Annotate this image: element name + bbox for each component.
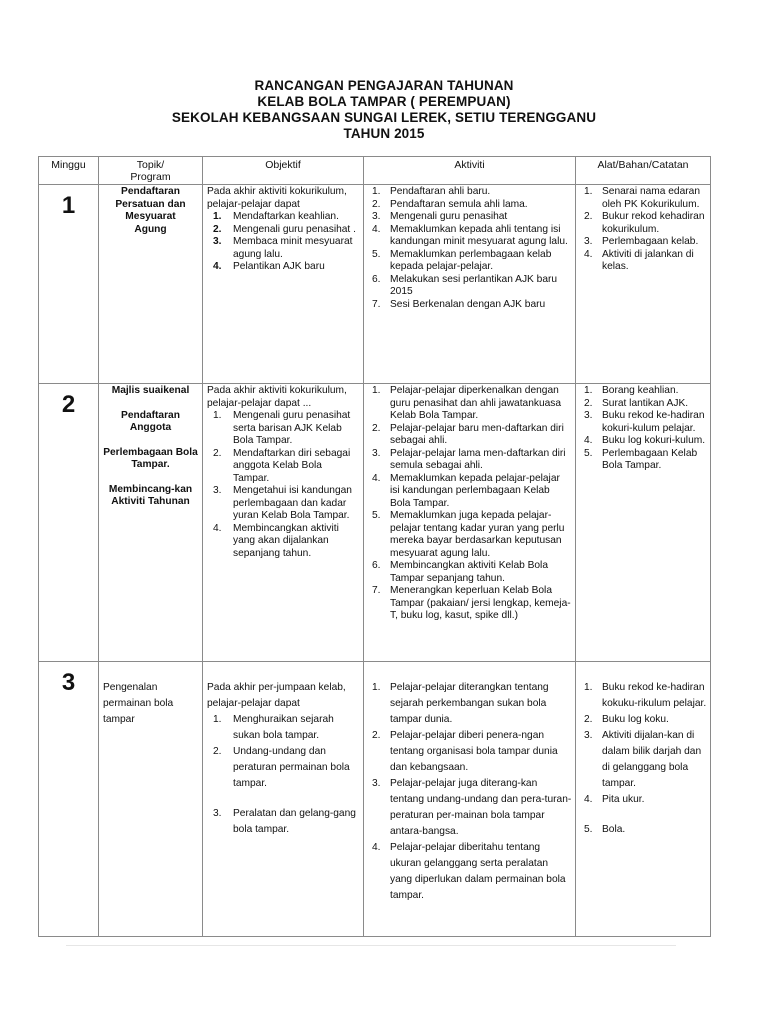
column-header-topic-line1: Topik/ [136, 159, 165, 171]
item-text: Pelajar-pelajar juga diterang-kan tentang undang-undang dan pera-turan-peraturan per-mainan bola tampar antara-bangsa. [390, 778, 572, 837]
topic-line: Pengenalan permainan bola tampar [103, 682, 174, 725]
item-number: 6. [372, 273, 381, 285]
item-number: 1. [584, 385, 593, 396]
item-number: 3. [584, 410, 593, 421]
tools-list [580, 186, 707, 274]
item-text: Buku log kokuri-kulum. [602, 435, 706, 446]
item-text: Membaca minit mesyuarat agung lalu. [233, 236, 353, 260]
item-text: Memaklumkan juga kepada pelajar-pelajar tentang kadar yuran yang perlu mereka bayar berdasarkan keputusan mesyuarat agung lalu. [390, 510, 565, 559]
objective-intro: Pada akhir aktiviti kokurikulum, pelajar-pelajar dapat [207, 186, 347, 210]
list-item [207, 211, 360, 224]
list-item [580, 792, 707, 808]
item-number: 3. [213, 485, 222, 496]
topic-cell [99, 662, 203, 937]
item-text: Pelajar-pelajar lama men-daftarkan diri semula sebagai ahli. [390, 447, 566, 471]
objective-intro: Pada akhir per-jumpaan kelab, pelajar-pelajar dapat [207, 682, 346, 709]
item-number: 7. [372, 585, 381, 596]
list-item [368, 776, 572, 840]
lesson-plan-table [38, 156, 711, 937]
item-text: Pendaftaran semula ahli lama. [390, 198, 528, 210]
list-item [368, 510, 572, 560]
item-number: 2. [213, 223, 222, 235]
item-text: Mendaftarkan keahlian. [233, 211, 339, 222]
item-number: 1. [584, 186, 593, 197]
table-row [39, 662, 711, 937]
list-item [368, 211, 572, 224]
item-number: 5. [372, 248, 381, 260]
item-text: Surat lantikan AJK. [602, 397, 689, 409]
list-item [368, 680, 572, 728]
item-text: Perlembagaan Kelab Bola Tampar. [602, 447, 698, 471]
item-text: Bola. [602, 824, 626, 835]
item-number: 1. [584, 682, 593, 693]
list-item [207, 261, 360, 274]
item-number: 4. [213, 522, 222, 534]
column-header-topic [99, 157, 203, 185]
topic-cell [99, 185, 203, 384]
title-line-2: KELAB BOLA TAMPAR ( PEREMPUAN) [257, 94, 511, 109]
item-text: Pendaftaran ahli baru. [390, 186, 491, 197]
item-number: 5. [372, 510, 381, 521]
list-item [368, 423, 572, 448]
column-header-objective: Objektif [203, 157, 364, 185]
list-item [207, 744, 360, 792]
item-number: 4. [372, 842, 381, 853]
item-number: 3. [372, 447, 381, 459]
table-row [39, 185, 711, 384]
item-text: Menghuraikan sejarah sukan bola tampar. [233, 714, 334, 741]
list-item [580, 211, 707, 236]
list-item [368, 249, 572, 274]
list-item [368, 224, 572, 249]
topic-line: Agung [134, 223, 167, 235]
objective-cell [203, 384, 364, 662]
tools-list [580, 385, 707, 473]
item-text: Senarai nama edaran oleh PK Kokurikulum. [602, 186, 700, 210]
item-number: 2. [372, 730, 381, 741]
item-text: Pita ukur. [602, 794, 645, 805]
footer-divider [66, 945, 676, 946]
tools-cell [576, 185, 711, 384]
item-text: Memaklumkan kepada ahli tentang isi kandungan minit mesyuarat agung lalu. [390, 223, 568, 247]
item-number: 3. [584, 236, 593, 247]
topic-line: Pendaftaran [121, 186, 180, 197]
list-item [580, 728, 707, 792]
item-text: Membincangkan aktiviti yang akan dijalankan sepanjang tahun. [233, 522, 339, 559]
item-number: 3. [213, 236, 222, 247]
item-number: 1. [213, 211, 222, 222]
item-number: 4. [372, 472, 381, 484]
item-text: Melakukan sesi perlantikan AJK baru 2015 [390, 273, 558, 297]
item-text: Aktiviti dijalan-kan di dalam bilik darjah dan di gelanggang bola tampar. [602, 730, 702, 789]
table-header-row [39, 157, 711, 185]
list-item [207, 806, 360, 838]
item-text: Pelajar-pelajar diberitahu tentang ukuran gelanggang serta peralatan yang diperlukan dalam permainan bola tampar. [390, 842, 566, 901]
tools-cell [576, 662, 711, 937]
item-number: 2. [213, 447, 222, 459]
objective-list [207, 211, 360, 274]
item-text: Pelantikan AJK baru [233, 261, 325, 272]
topic-line: Perlembagaan Bola Tampar. [103, 446, 198, 470]
tools-list [580, 680, 707, 838]
activity-cell [364, 185, 576, 384]
list-item [207, 410, 360, 448]
item-number: 3. [584, 730, 593, 741]
topic-cell [99, 384, 203, 662]
list-item [207, 236, 360, 261]
title-line-4: TAHUN 2015 [343, 126, 425, 141]
list-item [580, 410, 707, 435]
list-item [580, 186, 707, 211]
column-header-tools: Alat/Bahan/Catatan [576, 157, 711, 185]
item-text: Peralatan dan gelang-gang bola tampar. [233, 808, 356, 835]
item-number: 3. [213, 808, 222, 819]
item-text: Pelajar-pelajar diterangkan tentang sejarah perkembangan sukan bola tampar dunia. [390, 682, 549, 725]
item-number: 2. [584, 714, 593, 725]
item-text: Mengenali guru penasihat serta barisan AJK Kelab Bola Tampar. [233, 410, 351, 446]
list-item [580, 435, 707, 448]
list-item [207, 224, 360, 237]
list-item [580, 236, 707, 249]
item-number: 1. [372, 186, 381, 197]
objective-cell [203, 185, 364, 384]
list-item [368, 560, 572, 585]
item-text: Buku log koku. [602, 714, 669, 725]
list-item [368, 274, 572, 299]
list-item [368, 840, 572, 904]
topic-line: Membincang-kan Aktiviti Tahunan [108, 483, 193, 507]
document-header [0, 78, 768, 142]
item-number: 2. [372, 422, 381, 434]
item-text: Pelajar-pelajar diberi penera-ngan tentang organisasi bola tampar dunia dan kebangsaan. [390, 730, 558, 773]
item-number: 3. [372, 778, 381, 789]
topic-line: Pendaftaran Anggota [121, 409, 180, 433]
item-text: Pelajar-pelajar diperkenalkan dengan guru penasihat dan ahli jawatankuasa Kelab Bola Tampar. [390, 385, 562, 421]
item-text: Undang-undang dan peraturan permainan bola tampar. [233, 746, 350, 789]
list-item [368, 385, 572, 423]
objective-list [207, 712, 360, 838]
list-item [368, 473, 572, 511]
item-text: Borang keahlian. [602, 385, 679, 396]
topic-line: Mesyuarat [125, 211, 176, 222]
item-number: 7. [372, 298, 381, 310]
objective-intro: Pada akhir aktiviti kokurikulum, pelajar-pelajar dapat ... [207, 385, 347, 409]
list-item [580, 398, 707, 411]
item-number: 4. [372, 223, 381, 235]
item-text: Mengetahui isi kandungan perlembagaan dan kadar yuran Kelab Bola Tampar. [233, 485, 352, 521]
item-text: Buku rekod ke-hadiran kokuku-rikulum pelajar. [602, 682, 707, 709]
item-text: Buku rekod ke-hadiran kokuri-kulum pelajar. [602, 410, 705, 434]
topic-line: Persatuan dan [115, 198, 186, 210]
activity-cell [364, 384, 576, 662]
tools-cell [576, 384, 711, 662]
activity-list [368, 385, 572, 623]
objective-cell [203, 662, 364, 937]
item-text: Mengenali guru penasihat [390, 211, 508, 222]
item-text: Mendaftarkan diri sebagai anggota Kelab Bola Tampar. [233, 447, 351, 484]
item-number: 2. [213, 746, 222, 757]
item-number: 1. [213, 410, 222, 421]
list-item [580, 385, 707, 398]
list-item [368, 299, 572, 312]
list-item [368, 728, 572, 776]
list-item [368, 448, 572, 473]
topic-line: Majlis suaikenal [111, 385, 190, 396]
item-text: Pelajar-pelajar baru men-daftarkan diri sebagai ahli. [390, 422, 564, 446]
item-number: 2. [584, 397, 593, 409]
activity-list [368, 186, 572, 311]
item-text: Membincangkan aktiviti Kelab Bola Tampar sepanjang tahun. [390, 560, 548, 584]
item-number: 2. [584, 211, 593, 222]
activity-cell [364, 662, 576, 937]
list-item [368, 186, 572, 199]
item-text: Aktiviti di jalankan di kelas. [602, 248, 694, 272]
item-number: 4. [584, 794, 593, 805]
list-item [580, 249, 707, 274]
item-number: 5. [584, 447, 593, 459]
item-text: Bukur rekod kehadiran kokurikulum. [602, 211, 705, 235]
week-number: 2 [39, 384, 99, 662]
item-number: 4. [584, 435, 593, 446]
week-number: 1 [39, 185, 99, 384]
column-header-topic-line2: Program [130, 171, 171, 183]
item-number: 1. [372, 682, 381, 693]
list-item [207, 485, 360, 523]
item-text: Menerangkan keperluan Kelab Bola Tampar (pakaian/ jersi lengkap, kemeja-T, buku log, kasut, spike dll.) [390, 585, 571, 621]
title-line-3: SEKOLAH KEBANGSAAN SUNGAI LEREK, SETIU TERENGGANU [171, 110, 597, 125]
activity-list [368, 680, 572, 904]
item-number: 1. [372, 385, 381, 396]
list-item [580, 712, 707, 728]
list-item [207, 448, 360, 486]
list-item [580, 822, 707, 838]
week-number: 3 [39, 662, 99, 937]
objective-list [207, 410, 360, 560]
item-number: 3. [372, 211, 381, 222]
item-text: Memaklumkan kepada pelajar-pelajar isi kandungan perlembagaan Kelab Bola Tampar. [390, 472, 560, 509]
item-number: 5. [584, 824, 593, 835]
item-number: 1. [213, 714, 222, 725]
title-line-1: RANCANGAN PENGAJARAN TAHUNAN [254, 78, 514, 93]
list-item [368, 585, 572, 623]
list-item [207, 712, 360, 744]
list-item [580, 680, 707, 712]
column-header-week: Minggu [39, 157, 99, 185]
item-text: Mengenali guru penasihat . [233, 223, 356, 235]
item-text: Memaklumkan perlembagaan kelab kepada pelajar-pelajar. [390, 248, 552, 272]
list-item [207, 523, 360, 561]
column-header-activity: Aktiviti [364, 157, 576, 185]
table-row [39, 384, 711, 662]
item-text: Sesi Berkenalan dengan AJK baru [390, 298, 546, 310]
item-number: 2. [372, 198, 381, 210]
item-number: 4. [213, 261, 222, 272]
list-item [368, 199, 572, 212]
item-number: 6. [372, 560, 381, 571]
item-number: 4. [584, 248, 593, 260]
item-text: Perlembagaan kelab. [602, 236, 699, 247]
list-item [580, 448, 707, 473]
